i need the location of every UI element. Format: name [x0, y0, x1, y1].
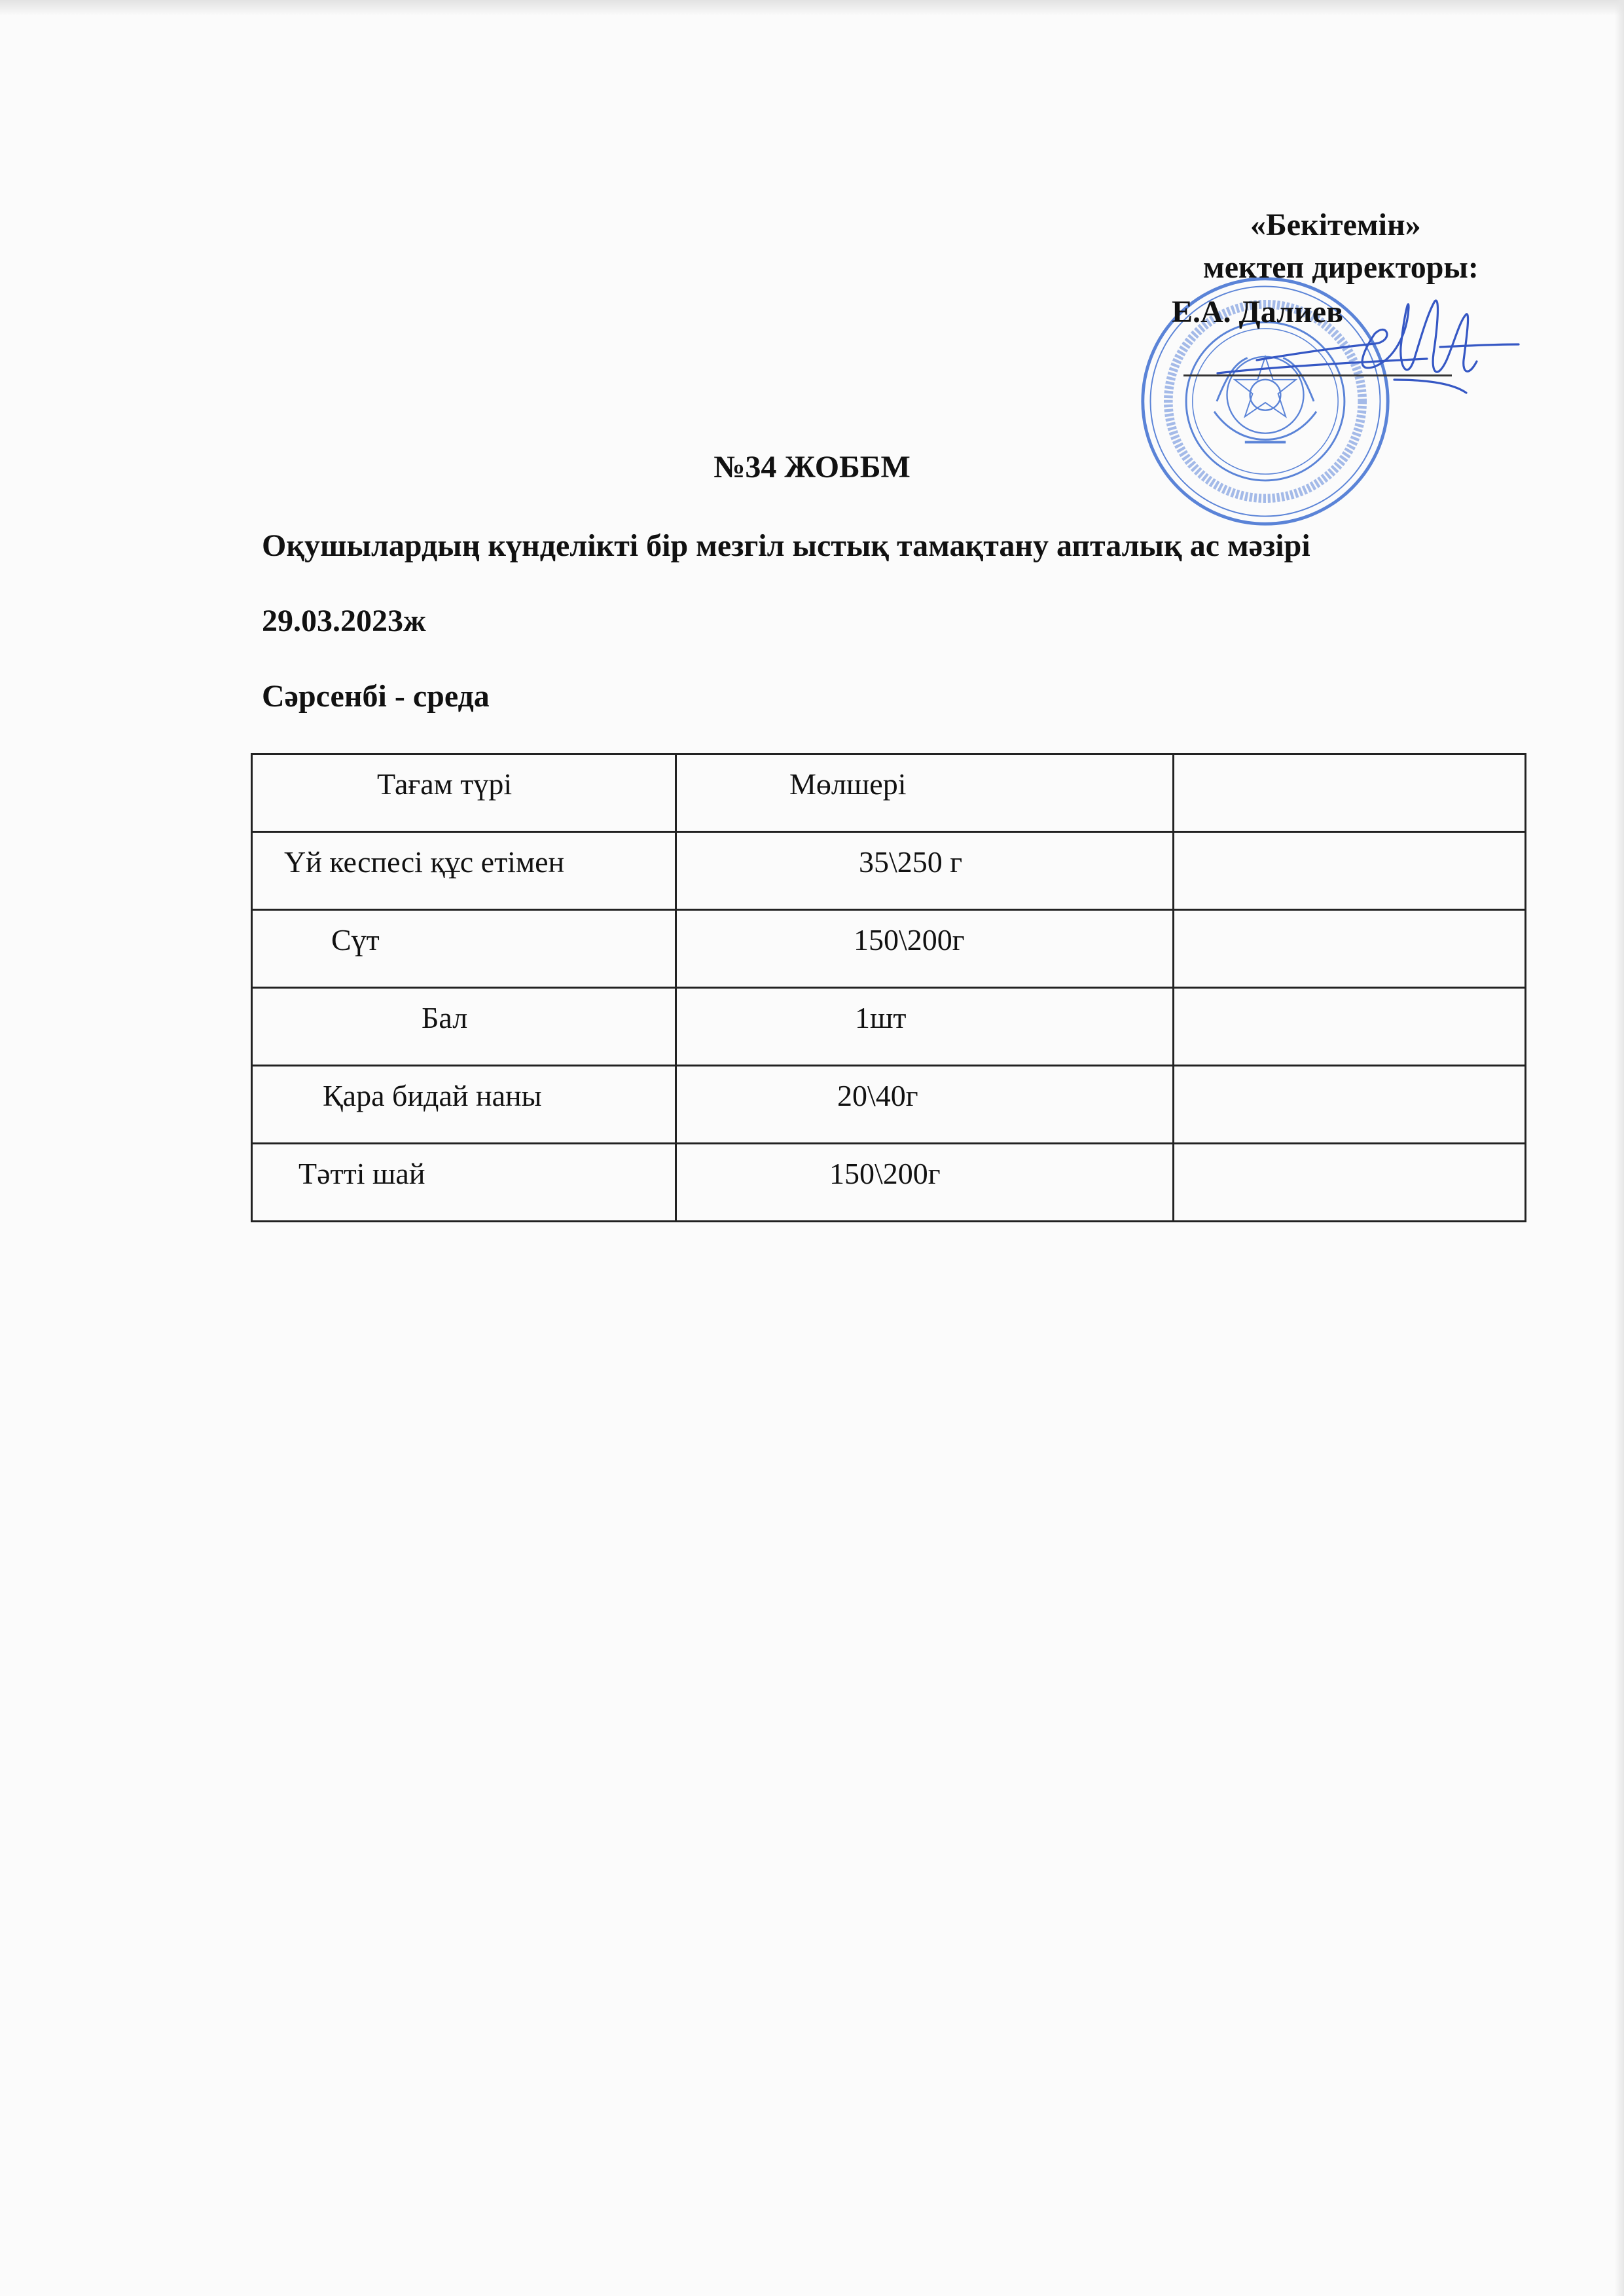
table-row	[252, 832, 1526, 910]
approval-title: «Бекітемін»	[1250, 208, 1421, 242]
dish-cell: Сүт	[252, 910, 676, 988]
amount-cell: 35\250 г	[676, 832, 1174, 910]
table-row	[252, 910, 1526, 988]
scan-edge-right	[1615, 0, 1624, 2296]
amount-cell: 150\200г	[676, 1144, 1174, 1222]
extra-cell	[1174, 1144, 1526, 1222]
dish-cell: Тәтті шай	[252, 1144, 676, 1222]
menu-table	[251, 753, 1526, 1222]
menu-title: Оқушылардың күнделікті бір мезгіл ыстық тамақтану апталық ас мәзірі	[262, 528, 1310, 563]
amount-cell: 20\40г	[676, 1066, 1174, 1144]
dish-cell: Бал	[252, 988, 676, 1066]
extra-cell	[1174, 1066, 1526, 1144]
dish-cell: Үй кеспесі құс етімен	[252, 832, 676, 910]
menu-date: 29.03.2023ж	[262, 604, 426, 638]
school-name: №34 ЖОББМ	[713, 450, 911, 484]
header-dish-type: Тағам түрі	[252, 754, 676, 832]
amount-cell: 150\200г	[676, 910, 1174, 988]
menu-day: Сәрсенбі - среда	[262, 679, 490, 714]
table-header-row	[252, 754, 1526, 832]
extra-cell	[1174, 988, 1526, 1066]
table-row	[252, 1144, 1526, 1222]
extra-cell	[1174, 832, 1526, 910]
approval-name: Е.А. Далиев	[1172, 295, 1343, 329]
table-row	[252, 988, 1526, 1066]
approval-role: мектеп директоры:	[1203, 250, 1479, 285]
header-extra	[1174, 754, 1526, 832]
table-row	[252, 1066, 1526, 1144]
amount-cell: 1шт	[676, 988, 1174, 1066]
scan-edge-top	[0, 0, 1624, 16]
extra-cell	[1174, 910, 1526, 988]
dish-cell: Қара бидай наны	[252, 1066, 676, 1144]
signature-line	[1183, 374, 1452, 376]
header-amount: Мөлшері	[676, 754, 1174, 832]
